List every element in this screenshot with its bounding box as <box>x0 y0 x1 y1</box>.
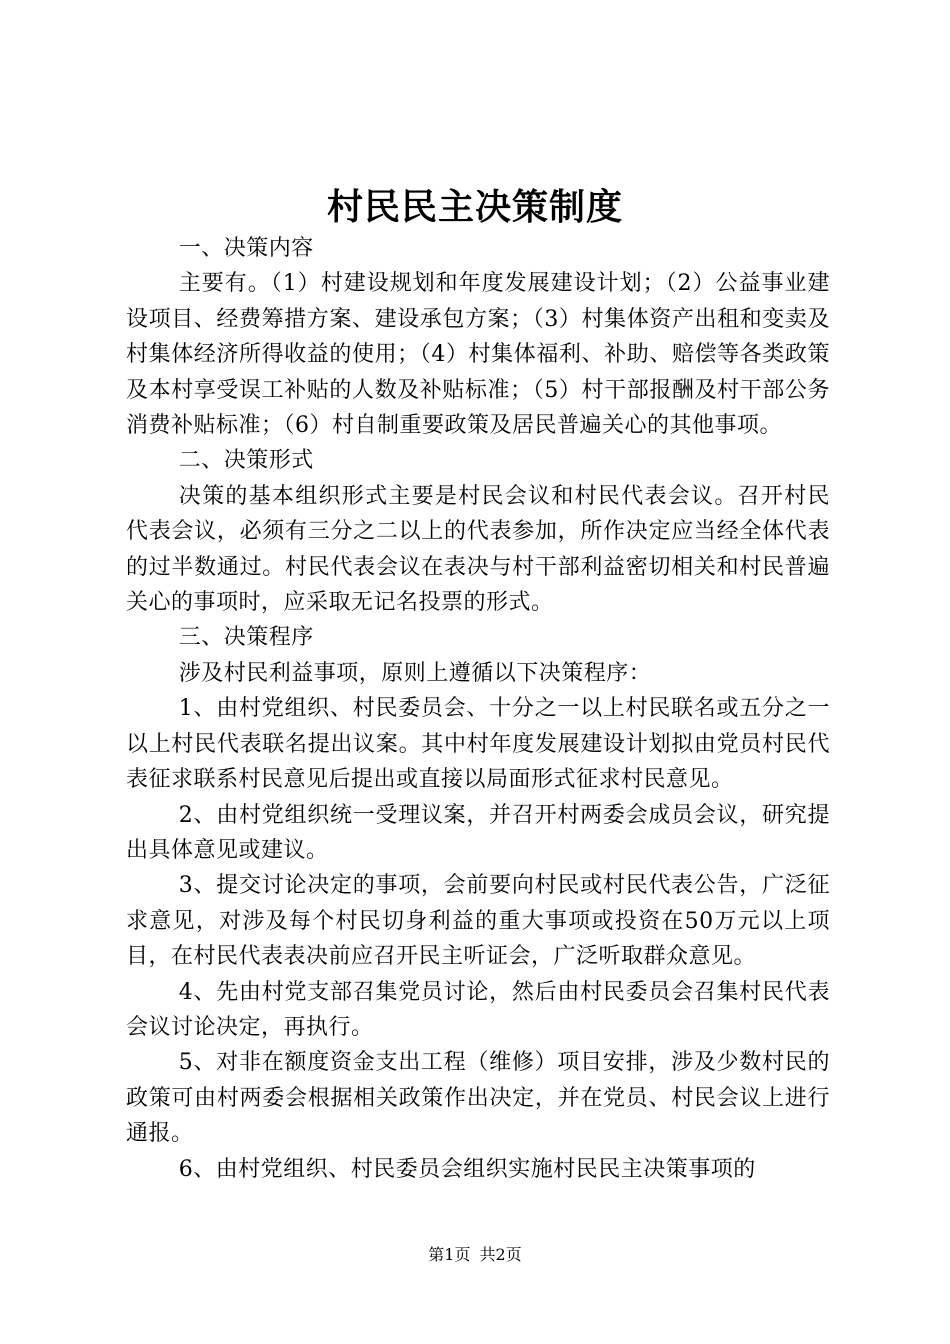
paragraph-procedure-intro: 涉及村民利益事项，原则上遵循以下决策程序： <box>178 660 652 686</box>
document-body <box>126 231 830 1187</box>
section-heading-form: 二、决策形式 <box>178 448 314 474</box>
procedure-step-1: 1、由村党组织、村民委员会、十分之一以上村民联名或五分之一以上村民代表联名提出议案。其中村年度发展建设计划拟由党员村民代表征求联系村民意见后提出或直接以局面形式征求村民意见。 <box>126 696 830 793</box>
page-footer <box>0 1243 950 1267</box>
procedure-step-2: 2、由村党组织统一受理议案，并召开村两委会成员会议，研究提出具体意见或建议。 <box>126 802 830 863</box>
procedure-step-3: 3、提交讨论决定的事项，会前要向村民或村民代表公告，广泛征求意见，对涉及每个村民切身利益的重大事项或投资在50万元以上项目，在村民代表表决前应召开民主听证会，广泛听取群众意见。 <box>126 873 830 970</box>
page-number: 第1页 <box>428 1245 471 1264</box>
document-title: 村民民主决策制度 <box>326 186 623 228</box>
page-total: 共2页 <box>479 1245 522 1264</box>
section-heading-procedure: 三、决策程序 <box>178 625 314 651</box>
paragraph-form: 决策的基本组织形式主要是村民会议和村民代表会议。召开村民代表会议，必须有三分之二以上的代表参加，所作决定应当经全体代表的过半数通过。村民代表会议在表决与村干部利益密切相关和村民普遍关心的事项时，应采取无记名投票的形式。 <box>126 483 830 616</box>
procedure-step-6: 6、由村党组织、村民委员会组织实施村民民主决策事项的 <box>178 1156 756 1182</box>
section-heading-content: 一、决策内容 <box>178 236 314 261</box>
paragraph-content: 主要有。（1）村建设规划和年度发展建设计划；（2）公益事业建设项目、经费筹措方案、建设承包方案；（3）村集体资产出租和变卖及村集体经济所得收益的使用；（4）村集体福利、补助、赔偿等各类政策及本村享受误工补贴的人数及补贴标准；（5）村干部报酬及村干部公务消费补贴标准；（6）村自制重要政策及居民普遍关心的其他事项。 <box>126 271 830 439</box>
procedure-step-5: 5、对非在额度资金支出工程（维修）项目安排，涉及少数村民的政策可由村两委会根据相关政策作出决定，并在党员、村民会议上进行通报。 <box>126 1050 830 1147</box>
procedure-step-4: 4、先由村党支部召集党员讨论，然后由村民委员会召集村民代表会议讨论决定，再执行。 <box>126 979 830 1040</box>
